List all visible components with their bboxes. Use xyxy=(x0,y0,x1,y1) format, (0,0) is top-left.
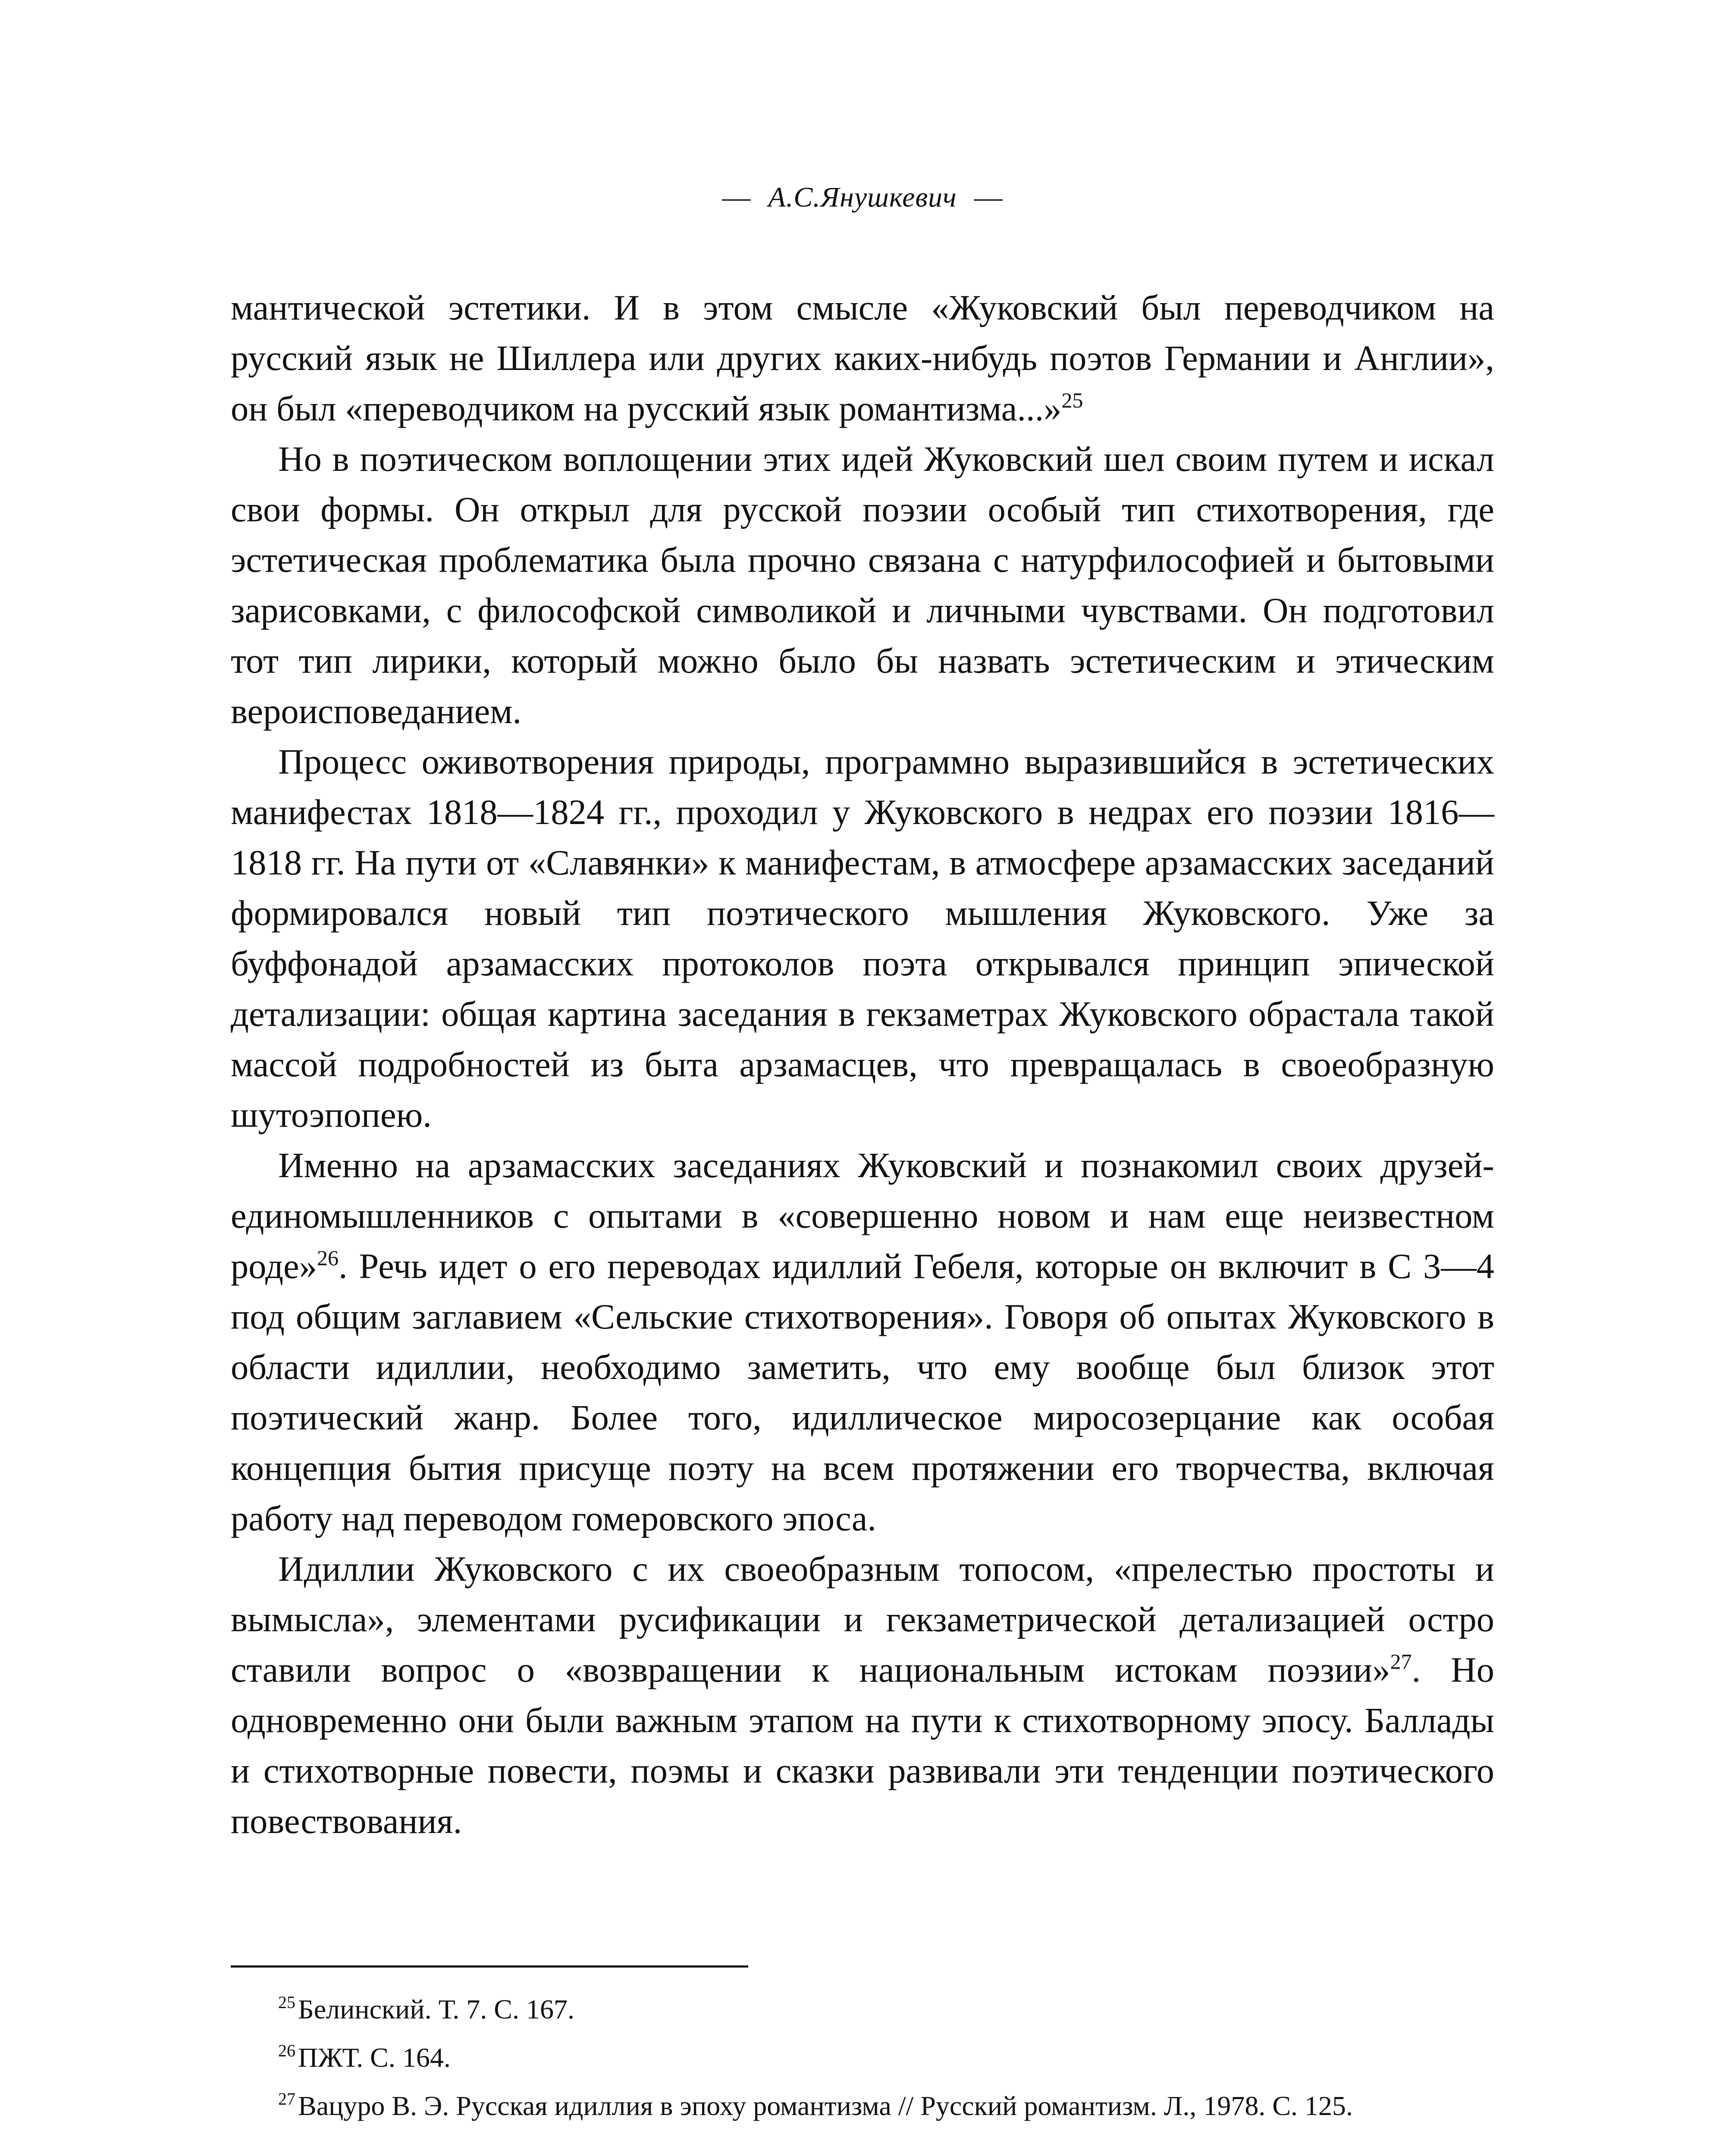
footnote-text: ПЖТ. С. 164. xyxy=(298,2042,451,2073)
footnote-text: Вацуро В. Э. Русская идиллия в эпоху романтизма // Русский романтизм. Л., 1978. С. 125. xyxy=(298,2090,1353,2121)
paragraph-text: . Речь идет о его переводах идиллий Гебеля, которые он включит в С 3—4 под общим заглавием «Сельские стихотворения». Говоря об опытах Жуковского в области идиллии, необходимо заметить, что ему вообще был близок этот поэтический жанр. Более того, идиллическое миросозерцание как особая концепция бытия присуще поэту на всем протяжении его творчества, включая работу над переводом гомеровского эпоса. xyxy=(231,1246,1494,1538)
footnote-ref-25: 25 xyxy=(1061,388,1083,412)
header-dash-right: — xyxy=(974,182,1003,213)
footnote-27 xyxy=(231,2084,1494,2128)
header-dash-left: — xyxy=(722,182,751,213)
footnote-25 xyxy=(231,1988,1494,2031)
paragraph xyxy=(231,736,1494,1140)
footnote-number: 26 xyxy=(278,2041,295,2060)
paragraph-text: мантической эстетики. И в этом смысле «Жуковский был переводчиком на русский язык не Шиллера или других каких-нибудь поэтов Германии и Англии», он был «переводчиком на русский язык романтизма...» xyxy=(231,288,1494,428)
running-head xyxy=(231,181,1494,214)
footnote-26 xyxy=(231,2036,1494,2079)
paragraph-continued xyxy=(231,282,1494,434)
footnotes xyxy=(231,1988,1494,2133)
paragraph-text: Именно на арзамасских заседаниях Жуковский и познакомил своих друзей-единомышленников с опытами в «совершенно новом и нам еще неизвестном роде» xyxy=(231,1145,1494,1286)
paragraph-text: . Но одновременно они были важным этапом на пути к стихотворному эпосу. Баллады и стихотворные повести, поэмы и сказки развивали эти тенденции поэтического повествования. xyxy=(231,1650,1494,1841)
paragraph xyxy=(231,1544,1494,1846)
header-author: А.С.Янушкевич xyxy=(768,182,957,213)
paragraph xyxy=(231,1140,1494,1544)
footnote-number: 27 xyxy=(278,2089,295,2109)
paragraph-text: Но в поэтическом воплощении этих идей Жуковский шел своим путем и искал свои формы. Он открыл для русской поэзии особый тип стихотворения, где эстетическая проблематика была прочно связана с натурфилософией и бытовыми зарисовками, с философской символикой и личными чувствами. Он подготовил тот тип лирики, который можно было бы назвать эстетическим и этическим вероисповеданием. xyxy=(231,439,1494,731)
paragraph-text: Идиллии Жуковского с их своеобразным топосом, «прелестью простоты и вымысла», элементами русификации и гекзаметрической детализацией остро ставили вопрос о «возвращении к национальным истокам поэзии» xyxy=(231,1549,1494,1689)
footnote-text: Белинский. Т. 7. С. 167. xyxy=(298,1994,574,2024)
book-page xyxy=(231,0,1494,2156)
footnote-divider xyxy=(231,1965,748,1968)
main-text xyxy=(231,282,1494,1846)
footnote-number: 25 xyxy=(278,1993,295,2012)
footnote-ref-26: 26 xyxy=(317,1246,339,1270)
paragraph-text: Процесс оживотворения природы, программно выразившийся в эстетических манифестах 1818—1824 гг., проходил у Жуковского в недрах его поэзии 1816—1818 гг. На пути от «Славянки» к манифестам, в атмосфере арзамасских заседаний формировался новый тип поэтического мышления Жуковского. Уже за буффонадой арзамасских протоколов поэта открывался принцип эпической детализации: общая картина заседания в гекзаметрах Жуковского обрастала такой массой подробностей из быта арзамасцев, что превращалась в своеобразную шутоэпопею. xyxy=(231,742,1494,1134)
footnote-ref-27: 27 xyxy=(1390,1649,1412,1673)
paragraph xyxy=(231,434,1494,736)
